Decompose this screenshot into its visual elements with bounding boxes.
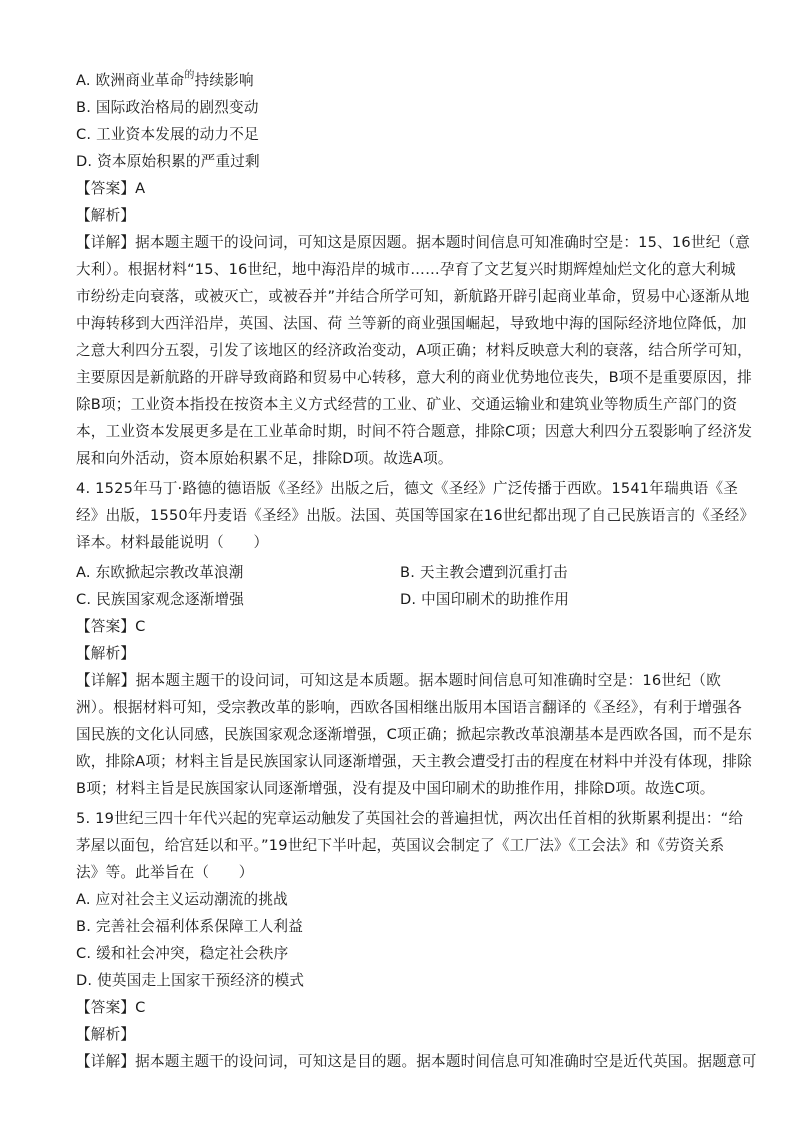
q5-option-a: A. 应对社会主义运动潮流的挑战 — [76, 891, 288, 908]
q5-answer: 【答案】C — [76, 999, 146, 1016]
q3-answer: 【答案】A — [76, 180, 146, 197]
q5-detail-line: 【详解】据本题主题干的设问词，可知这是目的题。据本题时间信息可知准确时空是近代英国。据题意可 — [76, 1053, 757, 1070]
q3-detail-line: 本，工业资本发展更多是在工业革命时期，时间不符合题意，排除C项；因意大利四分五裂影响了经济发 — [76, 423, 753, 440]
q4-detail-line: 洲）。根据材料可知，受宗教改革的影响，西欧各国相继出版用本国语言翻译的《圣经》，有利于增强各 — [76, 699, 742, 716]
q5-analysis-label: 【解析】 — [76, 1026, 136, 1043]
q4-stem-line: 经》出版，1550年丹麦语《圣经》出版。法国、英国等国家在16世纪都出现了自己民族语言的《圣经》 — [76, 507, 755, 524]
q3-detail-line: 大利）。根据材料“15、16世纪，地中海沿岸的城市……孕育了文艺复兴时期辉煌灿烂文化的意大利城 — [76, 261, 736, 278]
q4-detail-line: B项；材料主旨是民族国家认同逐渐增强，没有提及中国印刷术的助推作用，排除D项。故选C项。 — [76, 780, 715, 797]
q5-option-c: C. 缓和社会冲突，稳定社会秩序 — [76, 945, 289, 962]
q3-detail-line: 主要原因是新航路的开辟导致商路和贸易中心转移，意大利的商业优势地位丧失，B项不是重要原因，排 — [76, 369, 752, 386]
q4-option-a: A. 东欧掀起宗教改革浪潮 — [76, 564, 244, 581]
q3-detail-line: 除B项；工业资本指投在按资本主义方式经营的工业、矿业、交通运输业和建筑业等物质生产部门的资 — [76, 396, 738, 413]
q5-stem-line: 法》等。此举旨在（ ） — [76, 864, 254, 881]
q5-option-b: B. 完善社会福利体系保障工人利益 — [76, 918, 304, 935]
q5-option-d: D. 使英国走上国家干预经济的模式 — [76, 972, 305, 989]
q3-detail-line: 展和向外活动，资本原始积累不足，排除D项。故选A项。 — [76, 450, 453, 467]
q3-detail-line: 市纷纷走向衰落，或被灭亡，或被吞并”并结合所学可知，新航路开辟引起商业革命，贸易中心逐渐从地 — [76, 288, 750, 305]
q4-detail-line: 国民族的文化认同感，民族国家观念逐渐增强，C项正确；掀起宗教改革浪潮基本是西欧各国，而不是东 — [76, 726, 753, 743]
q4-option-d: D. 中国印刷术的助推作用 — [400, 591, 570, 608]
q3-detail-line: 中海转移到大西洋沿岸，英国、法国、荷 兰等新的商业强国崛起，导致地中海的国际经济地位降低，加 — [76, 315, 747, 332]
q3-option-d: D. 资本原始积累的严重过剩 — [76, 153, 260, 170]
q4-option-b: B. 天主教会遭到沉重打击 — [400, 564, 568, 581]
q3-detail-line: 之意大利四分五裂，引发了该地区的经济政治变动，A项正确；材料反映意大利的衰落，结合所学可知， — [76, 342, 752, 359]
q3-option-b: B. 国际政治格局的剧烈变动 — [76, 99, 259, 116]
q4-option-c: C. 民族国家观念逐渐增强 — [76, 591, 245, 608]
q3-option-c: C. 工业资本发展的动力不足 — [76, 126, 259, 143]
q5-stem-line: 5. 19世纪三四十年代兴起的宪章运动触发了英国社会的普遍担忧，两次出任首相的狄斯累利提出：“给 — [76, 810, 744, 827]
q4-detail-line: 欧，排除A项；材料主旨是民族国家认同逐渐增强，天主教会遭受打击的程度在材料中并没有体现，排除 — [76, 753, 752, 770]
q4-stem-line: 4. 1525年马丁·路德的德语版《圣经》出版之后，德文《圣经》广泛传播于西欧。1541年瑞典语《圣 — [76, 480, 739, 497]
q4-detail-line: 【详解】据本题主题干的设问词，可知这是本质题。据本题时间信息可知准确时空是：16世纪（欧 — [76, 672, 721, 689]
q5-stem-line: 茅屋以面包，给宫廷以和平。”19世纪下半叶起，英国议会制定了《工厂法》《工会法》和《劳资关系 — [76, 837, 725, 854]
q3-option-a: A. 欧洲商业革命$^的$持续影响 — [76, 70, 254, 89]
q4-analysis-label: 【解析】 — [76, 645, 136, 662]
q4-stem-line: 译本。材料最能说明（ ） — [76, 534, 269, 551]
q3-analysis-label: 【解析】 — [76, 207, 136, 224]
q4-answer: 【答案】C — [76, 618, 146, 635]
q3-detail-line: 【详解】据本题主题干的设问词，可知这是原因题。据本题时间信息可知准确时空是：15、16世纪（意 — [76, 234, 751, 251]
